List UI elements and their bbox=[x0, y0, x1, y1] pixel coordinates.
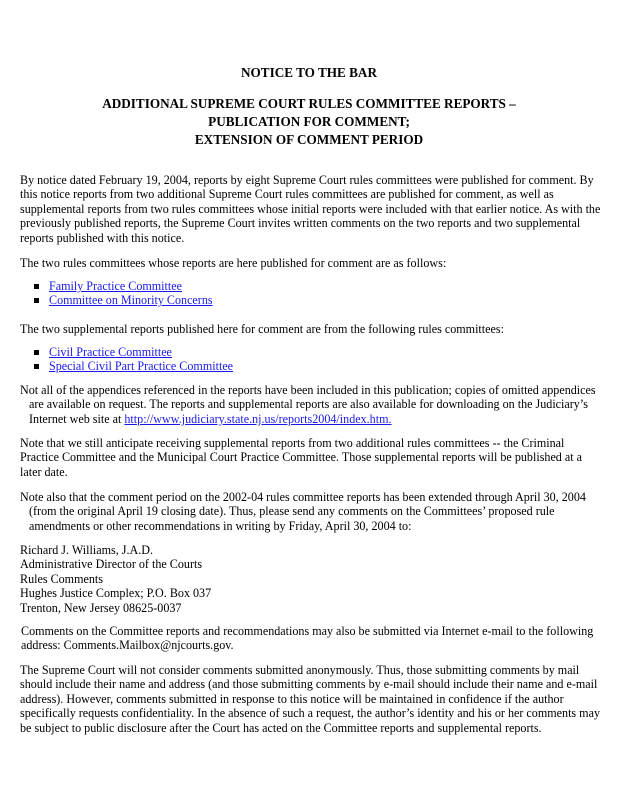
supplemental-intro-paragraph: The two supplemental reports published here for comment are from the following rules committees: bbox=[20, 322, 504, 336]
committees-intro-paragraph: The two rules committees whose reports are here published for comment are as follows: bbox=[20, 256, 447, 270]
list-item bbox=[34, 359, 233, 373]
appendices-paragraph bbox=[20, 383, 613, 426]
mailing-address bbox=[20, 543, 604, 615]
minority-concerns-committee-link[interactable]: Committee on Minority Concerns bbox=[49, 293, 213, 308]
supplemental-report-list bbox=[34, 345, 233, 374]
bullet-icon bbox=[34, 364, 39, 369]
civil-practice-committee-link[interactable]: Civil Practice Committee bbox=[49, 345, 172, 359]
heading-line-1: ADDITIONAL SUPREME COURT RULES COMMITTEE REPORTS – bbox=[102, 96, 516, 111]
extension-paragraph: Note also that the comment period on the 2002-04 rules committee reports has been extended through April 30, 2004 (from the original April 19 closing date). Thus, please send any comments on the Committees’ proposed rule amendments or other recommendations in writing by Friday, April 30, 2004 to: bbox=[20, 490, 586, 533]
address-line: Trenton, New Jersey 08625-0037 bbox=[20, 600, 182, 615]
address-line: Hughes Justice Complex; P.O. Box 037 bbox=[20, 586, 212, 601]
list-item bbox=[34, 293, 213, 307]
address-line: Richard J. Williams, J.A.D. bbox=[20, 543, 153, 557]
bullet-icon bbox=[34, 298, 39, 303]
heading-line-2: PUBLICATION FOR COMMENT; bbox=[208, 114, 410, 129]
bullet-icon bbox=[34, 350, 39, 355]
judiciary-website-link[interactable]: http://www.judiciary.state.nj.us/reports2004/index.htm. bbox=[124, 411, 392, 426]
appendices-text: Not all of the appendices referenced in the reports have been included in this publication; copies of omitted appendices are available on request. The reports and supplemental reports are also available for downloading on the Judiciary’s Internet web site at bbox=[20, 383, 596, 426]
list-item bbox=[34, 279, 213, 293]
list-item bbox=[34, 345, 233, 359]
email-paragraph: Comments on the Committee reports and recommendations may also be submitted via Internet e-mail to the following address: Comments.Mailbox@njcourts.gov. bbox=[21, 624, 594, 653]
committee-report-list bbox=[34, 279, 213, 308]
anticipate-paragraph: Note that we still anticipate receiving supplemental reports from two additional rules committees -- the Criminal Practice Committee and the Municipal Court Practice Committee. Those supplemental reports will be published at a later date. bbox=[20, 436, 582, 479]
family-practice-committee-link[interactable]: Family Practice Committee bbox=[49, 279, 183, 293]
notice-title: NOTICE TO THE BAR bbox=[241, 65, 377, 80]
special-civil-part-committee-link[interactable]: Special Civil Part Practice Committee bbox=[49, 359, 234, 374]
bullet-icon bbox=[34, 284, 39, 289]
heading-line-3: EXTENSION OF COMMENT PERIOD bbox=[194, 132, 424, 147]
intro-paragraph: By notice dated February 19, 2004, reports by eight Supreme Court rules committees were published for comment. By this notice reports from two additional Supreme Court rules committees are published for comment, as well as supplemental reports from two rules committees whose initial reports were included with that earlier notice. As with the previously published reports, the Supreme Court invites written comments on the two reports and two supplemental reports published with this notice. bbox=[20, 173, 601, 245]
address-line: Administrative Director of the Courts bbox=[20, 557, 203, 572]
anonymous-comments-paragraph: The Supreme Court will not consider comments submitted anonymously. Thus, those submitting comments by mail should include their name and address (and those submitting comments by e-mail should include their name and e-mail address). However, comments submitted in response to this notice will be maintained in confidence if the author specifically requests confidentiality. In the absence of such a request, the author’s identity and his or her comments may be subject to public disclosure after the Court has acted on the Committee reports and supplemental reports. bbox=[20, 663, 600, 735]
notice-heading bbox=[0, 95, 618, 149]
address-line: Rules Comments bbox=[20, 571, 103, 586]
